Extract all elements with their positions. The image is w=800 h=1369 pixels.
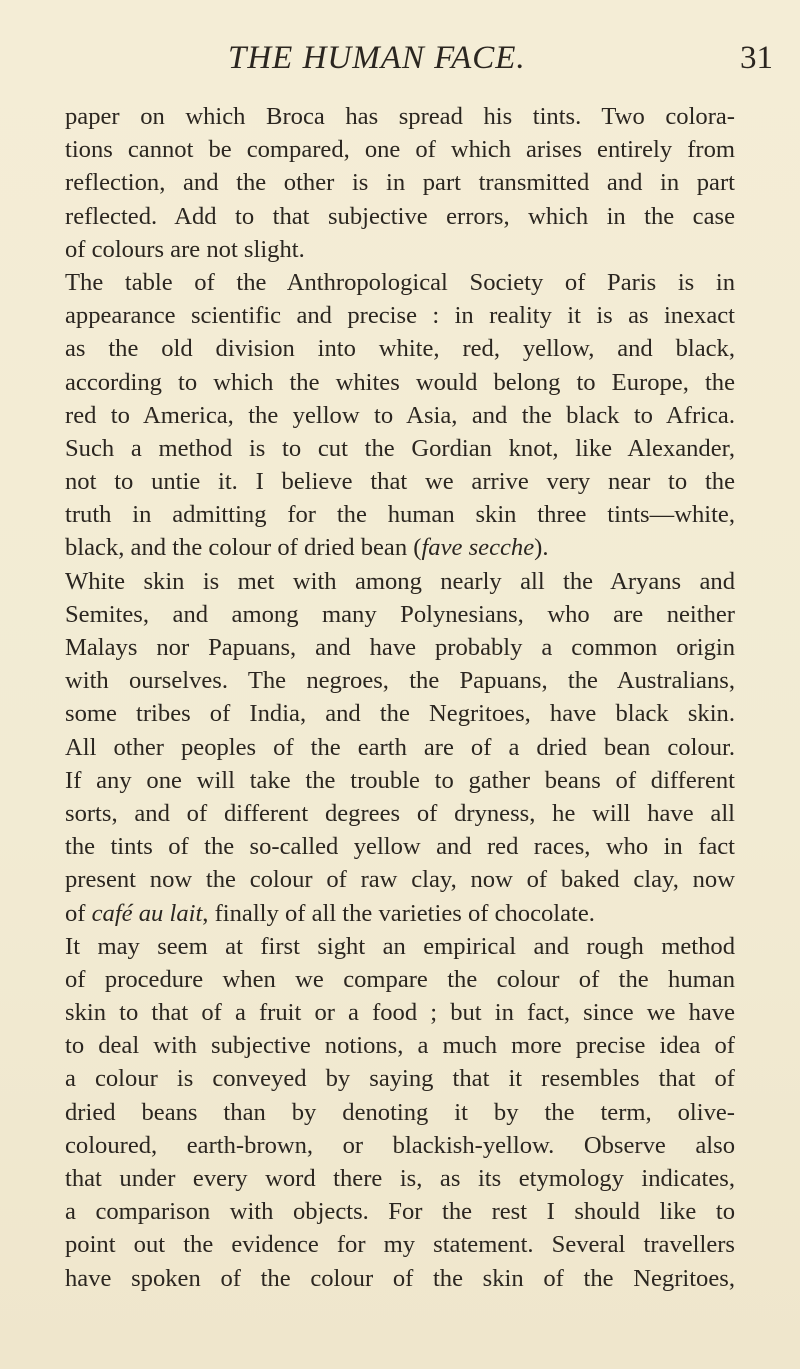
- page-header: [0, 40, 800, 80]
- text-line: Semites, and among many Polynesians, who are neither: [65, 600, 735, 628]
- text-line: some tribes of India, and the Negritoes, have black skin.: [65, 700, 735, 728]
- running-title: THE HUMAN FACE.: [228, 40, 526, 76]
- text-line: as the old division into white, red, yellow, and black,: [65, 335, 735, 363]
- text-line: All other peoples of the earth are of a dried bean colour.: [65, 733, 735, 761]
- text-line: coloured, earth-brown, or blackish-yellow. Observe also: [65, 1131, 735, 1159]
- text-line: red to America, the yellow to Asia, and the black to Africa.: [65, 401, 735, 429]
- text-line: point out the evidence for my statement. Several travellers: [65, 1231, 735, 1259]
- text-line: The table of the Anthropological Society of Paris is in: [65, 268, 735, 296]
- text-line: skin to that of a fruit or a food ; but in fact, since we have: [65, 999, 735, 1027]
- text-line: tions cannot be compared, one of which arises entirely from: [65, 136, 735, 164]
- page-number: 31: [740, 40, 773, 76]
- text-line: of colours are not slight.: [65, 235, 305, 263]
- text-line: a colour is conveyed by saying that it resembles that of: [65, 1065, 735, 1093]
- text-line: If any one will take the trouble to gather beans of different: [65, 766, 735, 794]
- text-line: of café au lait, finally of all the varieties of chocolate.: [65, 899, 595, 927]
- text-line: that under every word there is, as its etymology indicates,: [65, 1165, 735, 1192]
- text-line: paper on which Broca has spread his tints. Two colora-: [65, 103, 735, 130]
- text-line: Such a method is to cut the Gordian knot, like Alexander,: [65, 434, 735, 462]
- text-line: a comparison with objects. For the rest I should like to: [65, 1198, 735, 1226]
- text-line: reflected. Add to that subjective errors, which in the case: [65, 202, 735, 230]
- text-line: reflection, and the other is in part transmitted and in part: [65, 169, 735, 197]
- text-line: of procedure when we compare the colour of the human: [65, 965, 735, 993]
- text-line: with ourselves. The negroes, the Papuans, the Australians,: [65, 667, 735, 695]
- text-line: truth in admitting for the human skin three tints—white,: [65, 501, 735, 529]
- text-line: according to which the whites would belong to Europe, the: [65, 368, 735, 396]
- italic-phrase: café au lait: [91, 899, 203, 927]
- text-line: to deal with subjective notions, a much more precise idea of: [65, 1032, 735, 1060]
- text-line: black, and the colour of dried bean (fave secche).: [65, 534, 549, 562]
- text-line: the tints of the so-called yellow and red races, who in fact: [65, 833, 735, 861]
- body-text: [65, 100, 735, 1295]
- text-line: It may seem at first sight an empirical and rough method: [65, 932, 735, 960]
- text-line: Malays nor Papuans, and have probably a common origin: [65, 634, 735, 661]
- text-line: appearance scientific and precise : in reality it is as inexact: [65, 302, 735, 330]
- italic-phrase: fave secche: [421, 534, 535, 562]
- text-line: sorts, and of different degrees of dryness, he will have all: [65, 799, 735, 827]
- text-line: dried beans than by denoting it by the term, olive-: [65, 1098, 735, 1126]
- text-line: have spoken of the colour of the skin of the Negritoes,: [65, 1264, 735, 1292]
- text-line: not to untie it. I believe that we arrive very near to the: [65, 468, 735, 496]
- text-line: White skin is met with among nearly all the Aryans and: [65, 567, 735, 595]
- text-line: present now the colour of raw clay, now of baked clay, now: [65, 866, 735, 894]
